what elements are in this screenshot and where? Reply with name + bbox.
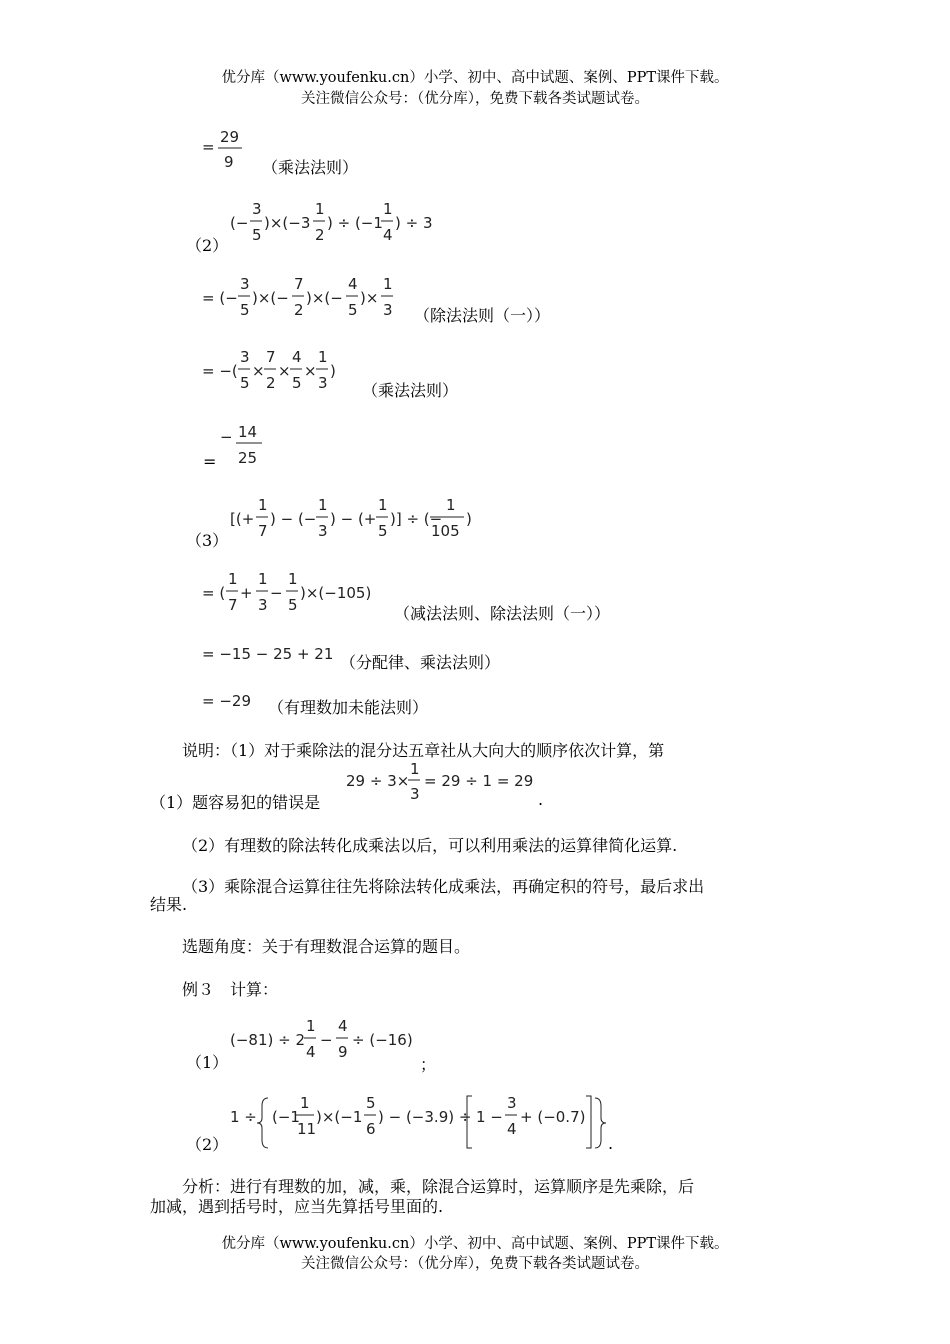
formula-step-3a	[200, 570, 390, 620]
svg-text:): )	[466, 510, 472, 528]
svg-text:= (: = (	[202, 584, 226, 602]
svg-text:= (−: = (−	[202, 289, 238, 307]
step-note: （乘法法则）	[262, 158, 359, 177]
svg-text:2: 2	[294, 301, 304, 319]
svg-text:(−81) ÷ 2: (−81) ÷ 2	[230, 1031, 306, 1049]
svg-text:4: 4	[383, 226, 393, 244]
svg-text:2: 2	[266, 374, 276, 392]
equals-sign: =	[203, 452, 217, 471]
svg-text:7: 7	[258, 522, 268, 540]
svg-text:5: 5	[366, 1094, 376, 1112]
svg-text:÷ (−16): ÷ (−16)	[352, 1031, 413, 1049]
svg-text:4: 4	[507, 1120, 517, 1138]
step-note: （分配律、乘法法则）	[340, 653, 501, 672]
step-note: （减法法则、除法法则（一））	[394, 604, 611, 623]
svg-text:105: 105	[431, 522, 460, 540]
svg-text:1 ÷: 1 ÷	[230, 1108, 257, 1126]
header-line-2: 关注微信公众号：（优分库），免费下载各类试题试卷。	[301, 91, 649, 107]
svg-text:) − (−: ) − (−	[270, 510, 317, 528]
svg-text:+ (−0.7): + (−0.7)	[520, 1108, 586, 1126]
svg-text:7: 7	[266, 348, 276, 366]
formula-problem-2	[228, 200, 448, 250]
svg-text:5: 5	[240, 301, 250, 319]
svg-text:5: 5	[240, 374, 250, 392]
svg-text:×: ×	[252, 362, 265, 380]
svg-text:−: −	[220, 428, 233, 446]
explain-line-1: 说明：（1）对于乘除法的混分达五章社从大向大的顺序依次计算，第	[182, 741, 665, 760]
svg-text:5: 5	[252, 226, 262, 244]
svg-text:)×(−1: )×(−1	[316, 1108, 363, 1126]
svg-text:14: 14	[238, 423, 258, 441]
formula-common-error	[344, 762, 534, 812]
svg-text:29 ÷ 3×: 29 ÷ 3×	[346, 772, 410, 790]
svg-text:1: 1	[383, 200, 393, 218]
svg-text:5: 5	[348, 301, 358, 319]
explain-paragraph-2: （2）有理数的除法转化成乘法以后，可以利用乘法的运算律简化运算.	[182, 836, 678, 855]
svg-text:25: 25	[238, 449, 258, 467]
svg-text:1: 1	[315, 200, 325, 218]
svg-text:3: 3	[252, 200, 262, 218]
svg-text:(−: (−	[230, 214, 249, 232]
footer-line-2: 关注微信公众号：（优分库），免费下载各类试题试卷。	[301, 1256, 649, 1272]
svg-text:×: ×	[278, 362, 291, 380]
analysis-line-1: 分析：进行有理数的加，减，乘，除混合运算时，运算顺序是先乘除，后	[182, 1177, 695, 1196]
explain-line-2-end: .	[538, 790, 544, 809]
problem-label: （3）	[186, 531, 229, 550]
svg-text:(−1: (−1	[272, 1108, 300, 1126]
formula-example-3-2	[228, 1092, 608, 1150]
svg-text:) ÷ (−1: ) ÷ (−1	[327, 214, 383, 232]
formula-step-3c: = −29	[202, 692, 251, 710]
svg-text:−: −	[270, 584, 283, 602]
svg-text:−: −	[320, 1031, 333, 1049]
svg-text:1: 1	[258, 496, 268, 514]
svg-text:)×(−105): )×(−105)	[300, 584, 372, 602]
svg-text:9: 9	[224, 153, 234, 171]
explain-line-2: （1）题容易犯的错误是	[150, 793, 321, 812]
explain-paragraph-3b: 结果.	[150, 895, 188, 914]
svg-text:29: 29	[220, 128, 240, 146]
step-note: （有理数加未能法则）	[268, 698, 429, 717]
formula-minus-14-over-25	[218, 420, 278, 470]
svg-text:)×(−3: )×(−3	[264, 214, 311, 232]
svg-text:3: 3	[258, 596, 268, 614]
svg-text:)×: )×	[360, 289, 379, 307]
problem-label: （1）	[186, 1053, 229, 1072]
formula-step-3b: = −15 − 25 + 21	[202, 645, 334, 663]
svg-text:1: 1	[383, 275, 393, 293]
svg-text:+: +	[240, 584, 253, 602]
svg-text:5: 5	[378, 522, 388, 540]
svg-text:1: 1	[300, 1094, 310, 1112]
svg-text:2: 2	[315, 226, 325, 244]
example-title: 例３ 计算：	[182, 980, 279, 999]
svg-text:3: 3	[240, 275, 250, 293]
svg-text:1: 1	[288, 570, 298, 588]
svg-text:) ÷ 3: ) ÷ 3	[395, 214, 433, 232]
svg-text:4: 4	[292, 348, 302, 366]
svg-text:1: 1	[318, 348, 328, 366]
svg-text:1: 1	[410, 760, 420, 778]
svg-text:1: 1	[446, 496, 456, 514]
svg-text:7: 7	[294, 275, 304, 293]
svg-text:) − (−3.9) ÷: ) − (−3.9) ÷	[378, 1108, 472, 1126]
svg-text:9: 9	[338, 1043, 348, 1061]
svg-text:×: ×	[304, 362, 317, 380]
svg-text:): )	[330, 362, 336, 380]
svg-text:3: 3	[240, 348, 250, 366]
problem-label: （2）	[186, 236, 229, 255]
svg-text:5: 5	[288, 596, 298, 614]
svg-text:)×(−: )×(−	[306, 289, 343, 307]
svg-text:1: 1	[306, 1017, 316, 1035]
svg-text:)×(−: )×(−	[252, 289, 289, 307]
step-note: （除法法则（一））	[414, 306, 551, 325]
analysis-line-2: 加减，遇到括号时，应当先算括号里面的.	[150, 1197, 444, 1216]
example-line-end: .	[608, 1134, 614, 1153]
svg-text:1: 1	[378, 496, 388, 514]
header-line-1: 优分库（www.youfenku.cn）小学、初中、高中试题、案例、PPT课件下载。	[221, 70, 729, 86]
formula-example-3-1	[228, 1017, 428, 1067]
svg-text:3: 3	[318, 374, 328, 392]
svg-text:4: 4	[348, 275, 358, 293]
svg-text:11: 11	[297, 1120, 317, 1138]
formula-problem-3	[228, 496, 488, 546]
formula-step-2a	[200, 275, 410, 325]
formula-29-over-9	[200, 125, 260, 175]
svg-text:3: 3	[383, 301, 393, 319]
svg-text:) − (+: ) − (+	[330, 510, 377, 528]
problem-label: （2）	[186, 1135, 229, 1154]
formula-step-2b	[200, 348, 360, 398]
svg-text:1: 1	[318, 496, 328, 514]
svg-text:4: 4	[338, 1017, 348, 1035]
svg-text:3: 3	[410, 785, 420, 803]
svg-text:5: 5	[292, 374, 302, 392]
svg-text:)] ÷ (−: )] ÷ (−	[390, 510, 443, 528]
svg-text:6: 6	[366, 1120, 376, 1138]
svg-text:4: 4	[306, 1043, 316, 1061]
explain-paragraph-3a: （3）乘除混合运算往往先将除法转化成乘法，再确定积的符号，最后求出	[182, 877, 705, 896]
svg-text:7: 7	[228, 596, 238, 614]
svg-text:= −(: = −(	[202, 362, 238, 380]
svg-text:=: =	[202, 138, 215, 156]
svg-text:1 −: 1 −	[476, 1108, 503, 1126]
example-line-end: ；	[420, 1055, 437, 1074]
topic-angle: 选题角度：关于有理数混合运算的题目。	[182, 937, 471, 956]
svg-text:[(+: [(+	[230, 510, 255, 528]
svg-text:1: 1	[258, 570, 268, 588]
footer-line-1: 优分库（www.youfenku.cn）小学、初中、高中试题、案例、PPT课件下载。	[221, 1236, 729, 1252]
svg-text:1: 1	[228, 570, 238, 588]
svg-text:3: 3	[507, 1094, 517, 1112]
step-note: （乘法法则）	[362, 381, 459, 400]
svg-text:= 29 ÷ 1 = 29: = 29 ÷ 1 = 29	[424, 772, 534, 790]
svg-text:3: 3	[318, 522, 328, 540]
